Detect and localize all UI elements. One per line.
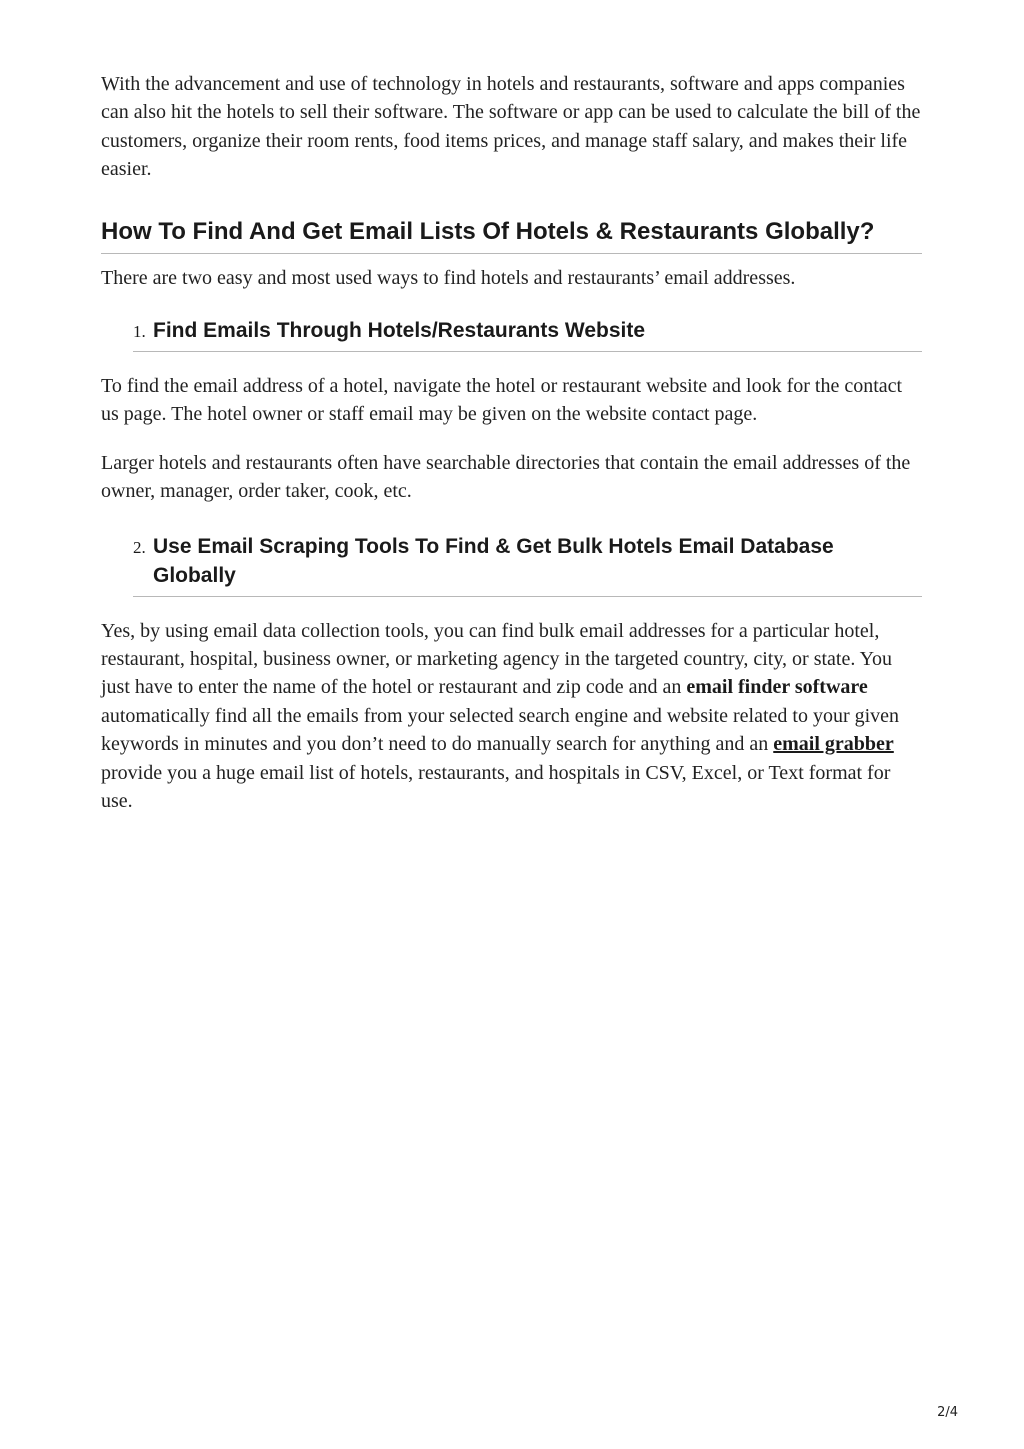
document-page xyxy=(101,70,922,816)
method1-number: 1. xyxy=(133,322,146,342)
method2-text-part1: Yes, by using email data collection tools, you can find bulk email addresses for a particular hotel, restaurant, hospital, business owner, or marketing agency in the targeted country, city, or state. You just have to enter the name of the hotel or restaurant and zip code and an xyxy=(101,619,893,699)
method1-paragraph1: To find the email address of a hotel, navigate the hotel or restaurant website and look for the contact us page. The hotel owner or staff email may be given on the website contact page. xyxy=(101,375,903,426)
intro-paragraph: With the advancement and use of technology in hotels and restaurants, software and apps companies can also hit the hotels to sell their software. The software or app can be used to calculate the bill of the customers, organize their room rents, food items prices, and manage staff salary, and makes their life easier. xyxy=(101,73,921,181)
method2-heading-row xyxy=(133,532,922,597)
method1-paragraph2: Larger hotels and restaurants often have searchable directories that contain the email addresses of the owner, manager, order taker, cook, etc. xyxy=(101,451,911,503)
email-grabber-link[interactable]: email grabber xyxy=(773,733,894,756)
method2-number: 2. xyxy=(133,537,146,557)
section-intro-paragraph: There are two easy and most used ways to find hotels and restaurants’ email addresses. xyxy=(101,266,796,289)
section-heading: How To Find And Get Email Lists Of Hotels & Restaurants Globally? xyxy=(101,217,922,254)
page-number: 2/4 xyxy=(937,1405,958,1420)
email-finder-software-term: email finder software xyxy=(686,676,868,699)
method2-text-part2: automatically find all the emails from your selected search engine and website related to your given keywords in minutes and you don’t need to do manually search for anything and an xyxy=(101,704,900,756)
method2-text-part3: provide you a huge email list of hotels, restaurants, and hospitals in CSV, Excel, or Text format for use. xyxy=(101,761,891,813)
method2-heading: Use Email Scraping Tools To Find & Get Bulk Hotels Email Database Globally xyxy=(152,534,834,587)
method1-heading: Find Emails Through Hotels/Restaurants Website xyxy=(153,319,646,343)
method2-paragraph xyxy=(101,617,922,816)
method1-heading-row xyxy=(133,316,922,352)
